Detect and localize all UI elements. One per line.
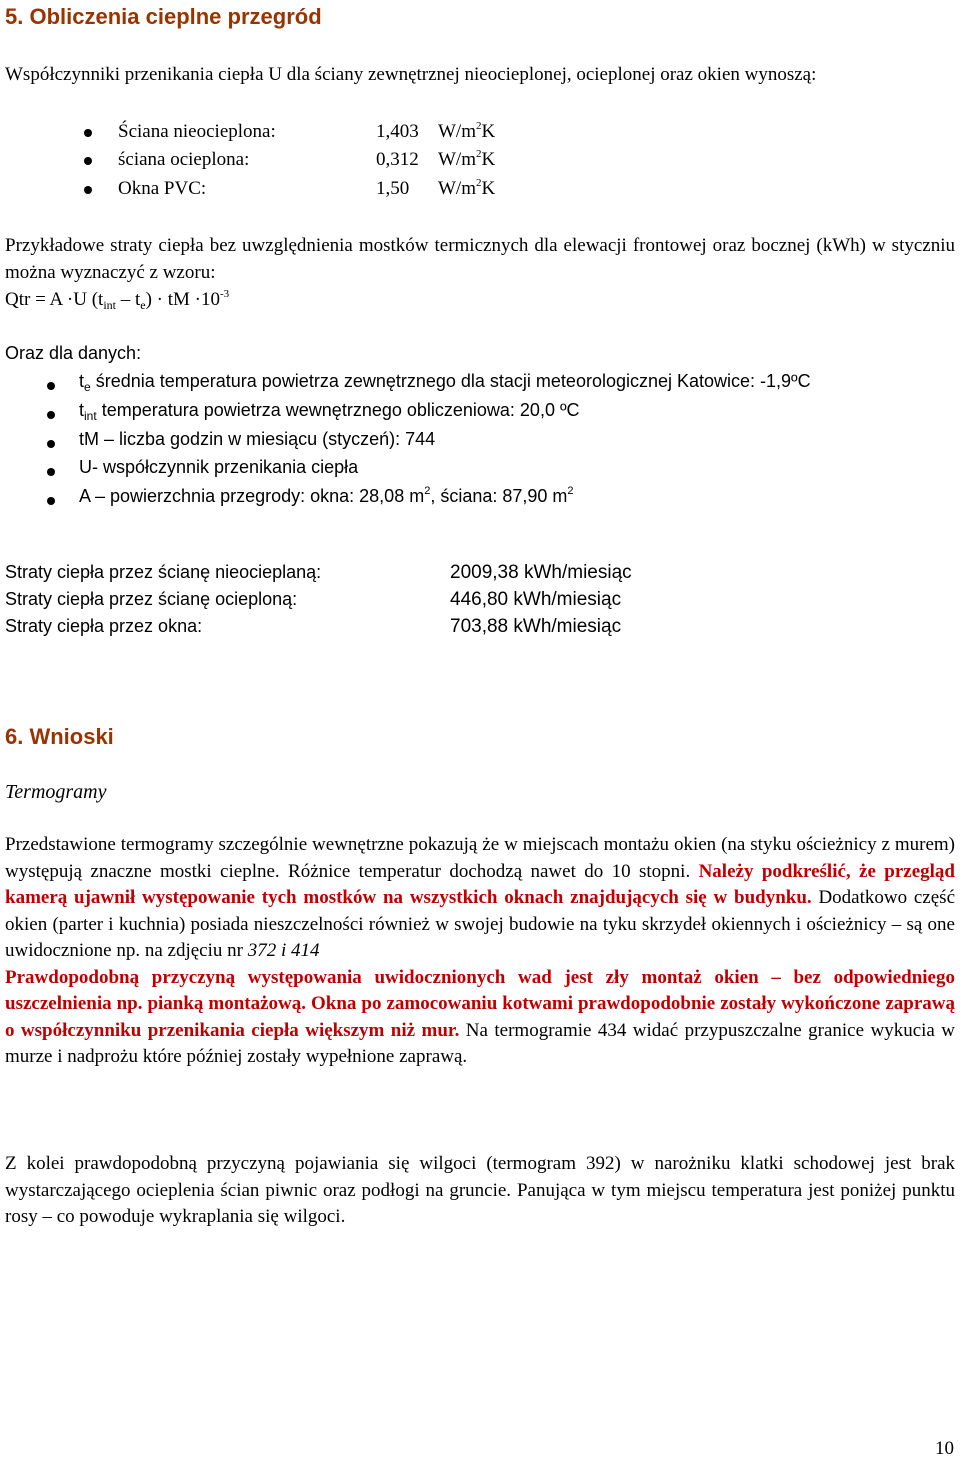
losses-intro: Przykładowe straty ciepła bez uwzględnienia mostków termicznych dla elewacji frontowej oraz bocznej (kWh) w styczniu można wyznaczyć z wzoru: [5, 235, 955, 283]
u-value-number: 0,312 [376, 149, 419, 170]
subheading-thermograms: Termogramy [5, 781, 107, 803]
data-item-tint: $t_{int}$ temperatura powietrza wewnętrznego obliczeniowa: 20,0 ºC [79, 400, 580, 423]
u-value-label: Okna PVC: [118, 178, 207, 199]
page-number: 10 [935, 1438, 954, 1459]
result-label: Straty ciepła przez okna: [5, 616, 203, 636]
section-heading-conclusions: 6. Wnioski [5, 724, 114, 749]
data-item-area: A – powierzchnia przegrody: okna: 28,08 $m^2$, ściana: 87,90 $m^2$ [79, 485, 574, 506]
bullet-icon [47, 440, 55, 448]
u-value-label: ściana ocieplona: [118, 149, 250, 170]
heat-loss-formula: Qtr = A ·U $(t_{int} - t_e)$ · tM $\cdot 10^{-3}$ [5, 288, 230, 312]
emphasis-text: Prawdopodobną przyczyną występowania uwidocznionych wad jest zły montaż okien – bez odpowiedniego uszczelnienia np. pianką montażową. Okna po zamocowaniu kotwami prawdopodobnie zostały wykończone zaprawą o współczynniku przenikania ciepła większym niż mur. [5, 966, 955, 1041]
bullet-icon [47, 382, 55, 390]
bullet-icon [84, 186, 92, 194]
result-label: Straty ciepła przez ścianę nieocieplaną: [5, 562, 322, 582]
u-values-intro: Współczynniki przenikania ciepła U dla ściany zewnętrznej nieocieplonej, ocieplonej oraz okien wynoszą: [5, 64, 817, 85]
u-value-label: Ściana nieocieplona: [118, 121, 276, 142]
bullet-icon [47, 411, 55, 419]
bullet-icon [84, 129, 92, 137]
result-value: 703,88 kWh/miesiąc [450, 616, 622, 637]
data-item-tm: tM – liczba godzin w miesiącu (styczeń): 744 [79, 429, 436, 449]
result-value: 2009,38 kWh/miesiąc [450, 562, 632, 583]
bullet-icon [47, 497, 55, 505]
result-label: Straty ciepła przez ścianę ocieploną: [5, 589, 298, 609]
emphasis-text: Należy podkreślić, że przegląd kamerą ujawnił występowanie tych mostków na wszystkich oknach znajdujących się w budynku. [5, 860, 956, 908]
section-heading-calculations: 5. Obliczenia cieplne przegród [5, 4, 322, 29]
u-value-number: 1,403 [376, 121, 419, 142]
data-item-te: $t_e$ średnia temperatura powietrza zewnętrznego dla stacji meteorologicznej Katowice: -1,9ºC [79, 371, 811, 394]
bullet-icon [84, 157, 92, 165]
u-value-unit: $W/m^2K$ [438, 177, 496, 199]
data-item-u: U- współczynnik przenikania ciepła [79, 457, 359, 477]
u-value-unit: $W/m^2K$ [438, 120, 496, 142]
moisture-paragraph: Z kolei prawdopodobną przyczyną pojawiania się wilgoci (termogram 392) w narożniku klatki schodowej jest brak wystarczającego ocieplenia ścian piwnic oraz podłogi na gruncie. Panująca w tym miejscu temperatura jest poniżej punktu rosy – co powoduje wykraplania się wilgoci. [5, 1153, 955, 1227]
u-value-number: 1,50 [376, 178, 410, 199]
bullet-icon [47, 468, 55, 476]
conclusions-paragraph: Przedstawione termogramy szczególnie wewnętrzne pokazują że w miejscach montażu okien (na styku ościeżnicy z murem) występują znaczne mostki cieplne. Różnice temperatur dochodzą nawet do 10 stopni. Należy podkreślić, że przegląd kamerą ujawnił występowanie tych mostków na wszystkich oknach znajdujących się w budynku. Dodatkowo część okien (parter i kuchnia) posiada nieszczelności również w swojej budowie na tyku skrzydeł okiennych i ościeżnicy – są one uwidocznione np. na zdjęciu nr 372 i 414 Prawdopodobną przyczyną występowania uwidocznionych wad jest zły montaż okien – bez odpowiedniego uszczelnienia np. pianką montażową. Okna po zamocowaniu kotwami prawdopodobnie zostały wykończone zaprawą o współczynniku przenikania ciepła większym niż mur. Na termogramie 434 widać przypuszczalne granice wykucia w murze i nadprożu które później zostały wypełnione zaprawą. [5, 834, 956, 1067]
data-intro: Oraz dla danych: [5, 343, 142, 363]
u-value-unit: $W/m^2K$ [438, 148, 496, 170]
result-value: 446,80 kWh/miesiąc [450, 589, 622, 610]
